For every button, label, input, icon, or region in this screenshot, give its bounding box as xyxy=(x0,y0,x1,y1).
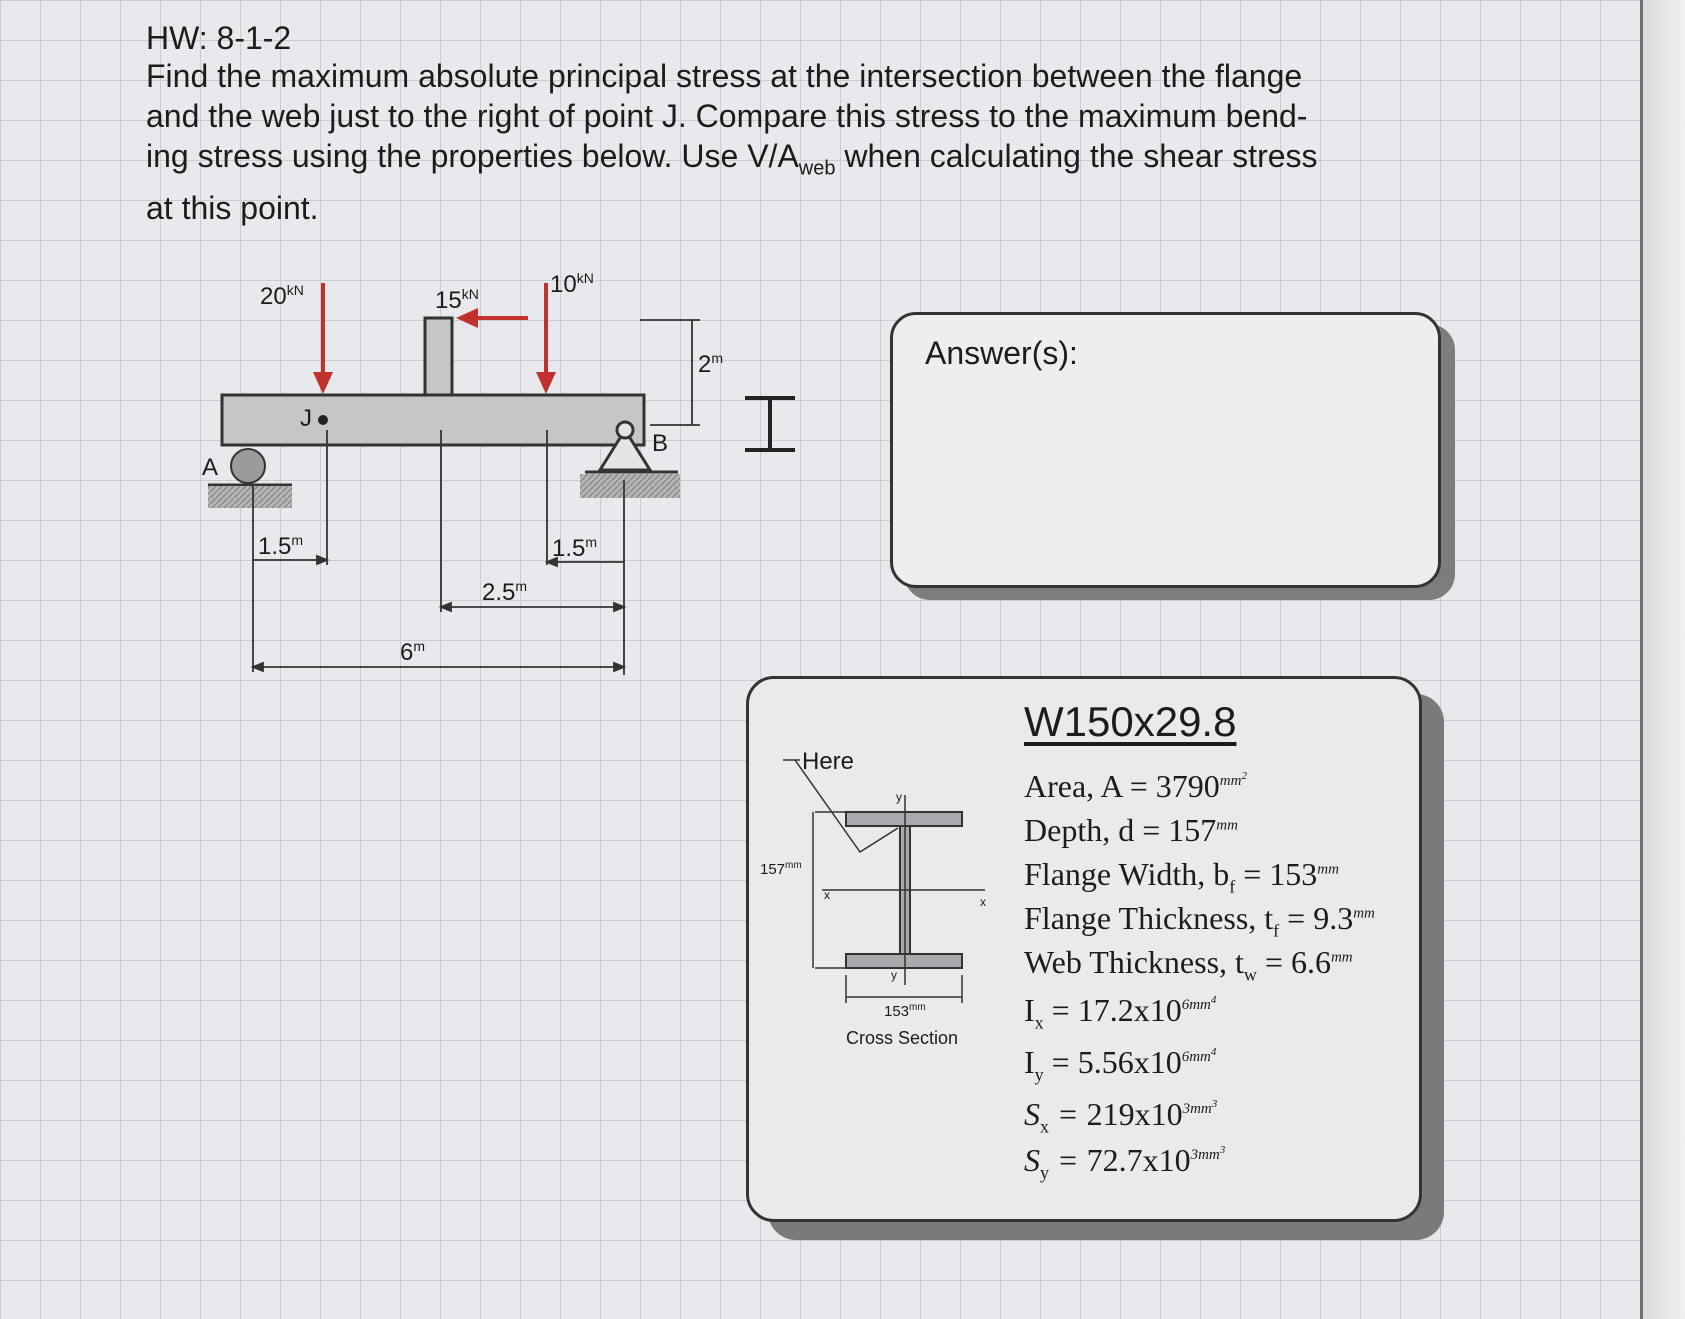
prop-depth: Depth, $d = 157^{mm}$ xyxy=(1024,812,1238,848)
support-a-label: A xyxy=(202,454,219,481)
prop-sx: $S_x = 219x10^{3mm^3}$ xyxy=(1024,1096,1218,1137)
dim-label-6m: 6$^m$ xyxy=(400,638,426,666)
dim-label-1-5m-right: 1.5$^m$ xyxy=(552,534,598,562)
height-label: 2$^m$ xyxy=(698,350,724,378)
axis-x-right: x xyxy=(980,895,986,909)
load-label-20kn: $20^{kN}$ xyxy=(260,282,304,310)
here-label: Here xyxy=(802,748,855,775)
dim-label-1-5m-left: 1.5$^m$ xyxy=(258,532,304,560)
answer-label: Answer(s): xyxy=(925,335,1078,371)
dim-label-2-5m: 2.5$^m$ xyxy=(482,578,528,606)
load-label-10kn: $10^{kN}$ xyxy=(550,270,594,298)
width-dim-label: $153^{mm}$ xyxy=(884,1002,926,1020)
top-flange xyxy=(846,812,962,826)
point-j-label: J xyxy=(300,405,312,432)
load-label-15kn: $15^{kN}$ xyxy=(435,286,479,314)
cross-section-caption: Cross Section xyxy=(846,1028,959,1048)
prop-iy: $I_y = 5.56x10^{6mm^4}$ xyxy=(1024,1044,1217,1085)
section-designation: W150x29.8 xyxy=(1024,698,1237,745)
axis-y-bottom: y xyxy=(891,968,897,982)
prop-sy: $S_y = 72.7x10^{3mm^3}$ xyxy=(1024,1142,1226,1183)
prop-ix: $I_x = 17.2x10^{6mm^4}$ xyxy=(1024,992,1217,1033)
prop-flange-thickness: Flange Thickness, $t_f = 9.3^{mm}$ xyxy=(1024,900,1375,941)
bottom-flange xyxy=(846,954,962,968)
homework-title: HW: 8-1-2 xyxy=(146,20,292,56)
prop-area: Area, $A = 3790^{mm^2}$ xyxy=(1024,768,1247,804)
support-b-label: B xyxy=(652,430,669,457)
problem-statement: Find the maximum absolute principal stress at the intersection between the flange and the web just to the right of point J. Compare this stress to the maximum bend- ing stress using the properties below. Use $V/A_{web}$ when calculating the shear stress at this point. xyxy=(146,58,1318,227)
prop-web-thickness: Web Thickness, $t_w = 6.6^{mm}$ xyxy=(1024,944,1353,985)
prop-flange-width: Flange Width, $b_f = 153^{mm}$ xyxy=(1024,856,1339,897)
depth-dim-label: $157^{mm}$ xyxy=(760,860,802,878)
axis-y-top: y xyxy=(896,790,902,804)
axis-x-left: x xyxy=(824,888,830,902)
